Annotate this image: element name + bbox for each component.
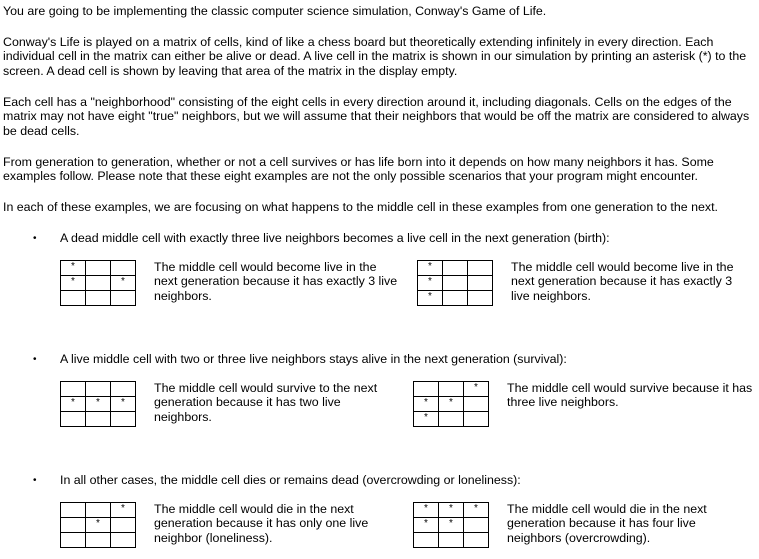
section-heading-survival: A live middle cell with two or three live neighbors stays alive in the next generation (survival):: [60, 352, 567, 366]
grid-cell: [439, 382, 464, 397]
grid-cell: [464, 533, 489, 548]
cell-grid: [413, 502, 489, 548]
intro-text: You are going to be implementing the classic computer science simulation, Conway's Game of Life.: [3, 4, 547, 18]
grid-cell: *: [439, 518, 464, 533]
grid-cell: [86, 261, 111, 276]
grid-cell: *: [111, 397, 136, 412]
grid-cell: [86, 276, 111, 291]
grid-cell: *: [86, 397, 111, 412]
grid-cell: [443, 291, 468, 306]
grid-cell: [468, 276, 493, 291]
grid-cell: [111, 533, 136, 548]
paragraph-neighborhood: Each cell has a "neighborhood" consisting of the eight cells in every direction around it, including diagonals. Cells on the edges of the matrix may not have eight "true" neighbors, but we will assume that their neighbors that would be off the matrix are considered to always be dead cells.: [3, 95, 750, 138]
section-heading-birth: A dead middle cell with exactly three live neighbors becomes a live cell in the next generation (birth):: [60, 231, 610, 245]
example-description: The middle cell would survive because it has three live neighbors.: [507, 381, 753, 410]
grid-cell: *: [439, 503, 464, 518]
grid-cell: *: [86, 518, 111, 533]
grid-cell: [86, 503, 111, 518]
grid-cell: *: [111, 503, 136, 518]
grid-cell: [61, 533, 86, 548]
grid-cell: [61, 503, 86, 518]
grid-cell: [61, 518, 86, 533]
grid-cell: [111, 518, 136, 533]
paragraph-focus: In each of these examples, we are focusing on what happens to the middle cell in these examples from one generation to the next.: [3, 200, 718, 214]
grid-cell: [61, 291, 86, 306]
example-description: The middle cell would become live in the next generation because it has exactly 3 live neighbors.: [511, 260, 734, 303]
grid-cell: [86, 533, 111, 548]
grid-cell: *: [414, 412, 439, 427]
grid-cell: *: [464, 503, 489, 518]
example-description: The middle cell would die in the next generation because it has four live neighbors (overcrowding).: [507, 502, 707, 545]
bullet-icon: •: [33, 233, 37, 244]
bullet-icon: •: [33, 354, 37, 365]
grid-cell: *: [414, 397, 439, 412]
example-description: The middle cell would survive to the next generation because it has two live neighbors.: [154, 381, 378, 424]
example-description: The middle cell would become live in the next generation because it has exactly 3 live neighbors.: [154, 260, 398, 303]
grid-cell: *: [418, 276, 443, 291]
grid-cell: *: [418, 261, 443, 276]
bullet-icon: •: [33, 475, 37, 486]
grid-cell: *: [414, 503, 439, 518]
grid-cell: [111, 291, 136, 306]
paragraph-life-rules: Conway's Life is played on a matrix of cells, kind of like a chess board but theoretically extending infinitely in every direction. Each individual cell in the matrix can either be alive or dead. A live cell in the matrix is shown in our simulation by printing an asterisk (*) to the screen. A dead cell is shown by leaving that area of the matrix in the display empty.: [3, 35, 747, 78]
grid-cell: [468, 261, 493, 276]
example-description: The middle cell would die in the next generation because it has only one live neighbor (loneliness).: [154, 502, 369, 545]
grid-cell: [86, 291, 111, 306]
grid-cell: [439, 412, 464, 427]
grid-cell: [61, 382, 86, 397]
paragraph-generations: From generation to generation, whether or not a cell survives or has life born into it depends on how many neighbors it has. Some examples follow. Please note that these eight examples are not the only possible scenarios that your program might encounter.: [3, 155, 714, 184]
grid-cell: *: [61, 276, 86, 291]
grid-cell: [111, 412, 136, 427]
grid-cell: [464, 397, 489, 412]
grid-cell: [86, 382, 111, 397]
cell-grid: [60, 260, 136, 306]
grid-cell: *: [439, 397, 464, 412]
cell-grid: [413, 381, 489, 427]
grid-cell: [443, 276, 468, 291]
grid-cell: [61, 412, 86, 427]
grid-cell: [111, 261, 136, 276]
grid-cell: [414, 533, 439, 548]
grid-cell: *: [418, 291, 443, 306]
section-heading-death: In all other cases, the middle cell dies or remains dead (overcrowding or loneliness):: [60, 473, 521, 487]
grid-cell: *: [414, 518, 439, 533]
grid-cell: [86, 412, 111, 427]
grid-cell: [439, 533, 464, 548]
grid-cell: [443, 261, 468, 276]
grid-cell: *: [61, 397, 86, 412]
cell-grid: [60, 502, 136, 548]
grid-cell: *: [61, 261, 86, 276]
grid-cell: [464, 518, 489, 533]
grid-cell: [464, 412, 489, 427]
grid-cell: *: [111, 276, 136, 291]
cell-grid: [60, 381, 136, 427]
cell-grid: [417, 260, 493, 306]
grid-cell: *: [464, 382, 489, 397]
grid-cell: [414, 382, 439, 397]
grid-cell: [468, 291, 493, 306]
grid-cell: [111, 382, 136, 397]
